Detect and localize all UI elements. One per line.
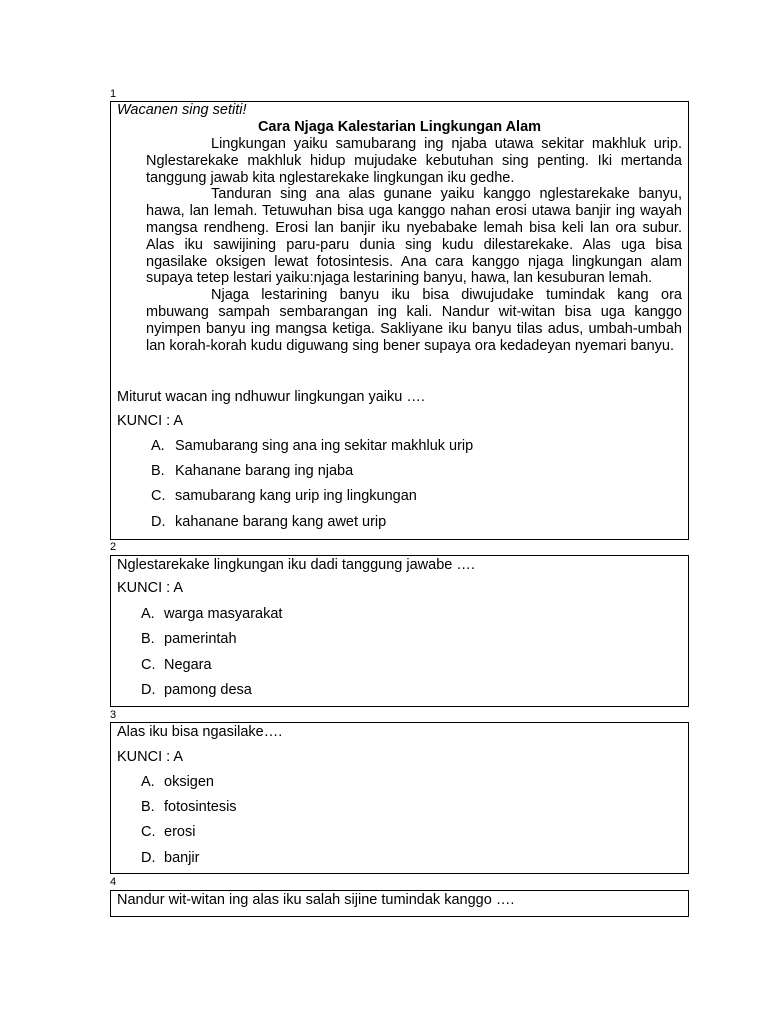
option-letter: A.: [141, 606, 155, 622]
option-letter: D.: [141, 682, 156, 698]
question-stem: Alas iku bisa ngasilake….: [117, 724, 283, 740]
option-letter: D.: [151, 514, 166, 530]
option-b: [111, 799, 688, 816]
question-box-1: [110, 101, 689, 540]
option-text: Kahanane barang ing njaba: [175, 463, 354, 479]
option-letter: C.: [141, 657, 156, 673]
option-text: pamerintah: [164, 631, 237, 647]
option-text: kahanane barang kang awet urip: [175, 514, 387, 530]
answer-key: KUNCI : A: [117, 413, 184, 429]
question-box-3: [110, 722, 689, 874]
question-box-4: [110, 890, 689, 917]
option-text: banjir: [164, 850, 200, 866]
option-d: [111, 514, 688, 531]
option-letter: C.: [141, 824, 156, 840]
option-c: [111, 488, 688, 505]
option-c: [111, 824, 688, 841]
option-letter: B.: [141, 631, 155, 647]
question-stem: Nandur wit-witan ing alas iku salah sijine tumindak kanggo ….: [117, 892, 515, 908]
option-letter: B.: [151, 463, 165, 479]
option-d: [111, 682, 688, 699]
option-a: [111, 606, 688, 623]
option-letter: A.: [141, 774, 155, 790]
passage: [146, 136, 682, 354]
option-text: fotosintesis: [164, 799, 237, 815]
option-letter: B.: [141, 799, 155, 815]
option-letter: A.: [151, 438, 165, 454]
option-text: warga masyarakat: [164, 606, 283, 622]
question-number: 3: [110, 709, 117, 721]
option-text: oksigen: [164, 774, 214, 790]
option-letter: C.: [151, 488, 166, 504]
option-text: samubarang kang urip ing lingkungan: [175, 488, 417, 504]
question-stem: Miturut wacan ing ndhuwur lingkungan yaiku ….: [117, 389, 425, 405]
option-text: pamong desa: [164, 682, 252, 698]
option-b: [111, 631, 688, 648]
question-number: 2: [110, 541, 117, 553]
passage-paragraph: Tanduran sing ana alas gunane yaiku kanggo nglestarekake banyu, hawa, lan lemah. Tetuwuhan bisa uga kanggo nahan erosi utawa banjir ing wayah mangsa rendheng. Erosi lan banjir iku nyebabake lemah bisa keli lan ora subur. Alas iku sawijining paru-paru dunia sing kudu dilestarekake. Alas uga bisa ngasilake oksigen lewat fotosintesis. Ana cara kanggo njaga lingkungan alam supaya tetep lestari yaiku:njaga lestarining banyu, hawa, lan kesuburan lemah.: [146, 186, 682, 287]
option-text: erosi: [164, 824, 196, 840]
option-c: [111, 657, 688, 674]
answer-key: KUNCI : A: [117, 749, 184, 765]
option-text: Samubarang sing ana ing sekitar makhluk urip: [175, 438, 474, 454]
passage-title: Cara Njaga Kalestarian Lingkungan Alam: [257, 119, 542, 135]
question-box-2: [110, 555, 689, 707]
passage-paragraph: Njaga lestarining banyu iku bisa diwujudake tumindak kang ora mbuwang sampah sembarangan ing kali. Nandur wit-witan bisa uga kanggo nyimpen banyu ing mangsa ketiga. Sakliyane iku banyu tilas adus, umbah-umbah lan korah-korah kudu diguwang sing bener supaya ora kedadeyan nyemari banyu.: [146, 287, 682, 354]
option-letter: D.: [141, 850, 156, 866]
question-stem: Nglestarekake lingkungan iku dadi tanggung jawabe ….: [117, 557, 475, 573]
instruction: Wacanen sing setiti!: [117, 102, 247, 118]
option-b: [111, 463, 688, 480]
option-a: [111, 438, 688, 455]
passage-paragraph: Lingkungan yaiku samubarang ing njaba utawa sekitar makhluk urip. Nglestarekake makhluk hidup mujudake kebutuhan sing penting. Iki mertanda tanggung jawab kita nglestarekake lingkungan iku gedhe.: [146, 136, 682, 186]
option-a: [111, 774, 688, 791]
option-text: Negara: [164, 657, 212, 673]
option-d: [111, 850, 688, 867]
answer-key: KUNCI : A: [117, 580, 184, 596]
question-number: 1: [110, 88, 117, 100]
question-number: 4: [110, 876, 117, 888]
